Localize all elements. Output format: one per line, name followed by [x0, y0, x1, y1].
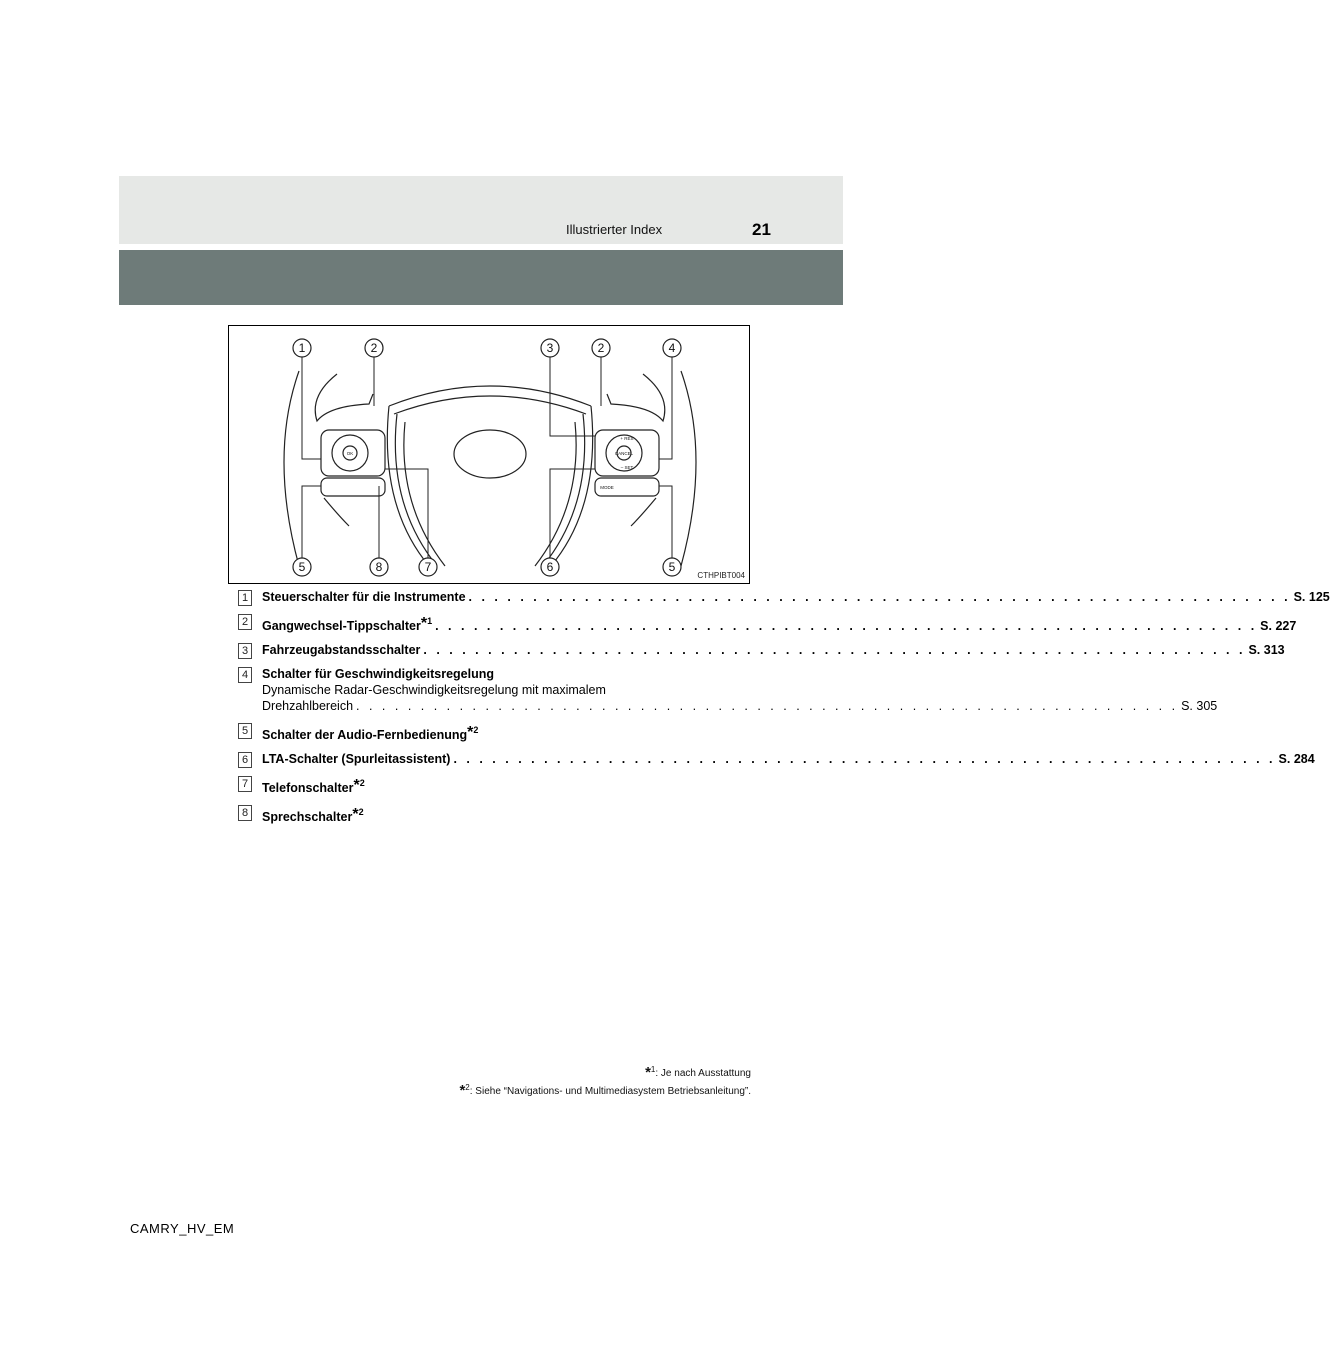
item-sublabel: Drehzahlbereich — [262, 699, 354, 713]
callout-4: 4 — [668, 341, 676, 355]
page-ref[interactable]: S. 305 — [1181, 699, 1218, 713]
page-ref[interactable]: S. 227 — [1260, 619, 1297, 633]
res-button-label: + RES — [620, 436, 634, 441]
leader-dots: . . . . . . . . . . . . . . . . . . . . . . . . . . . . . . . . . . . . . . . . . . . . . . . . . . . . . . . . . . . . . . . . — [468, 590, 1291, 604]
leader-dots: . . . . . . . . . . . . . . . . . . . . . . . . . . . . . . . . . . . . . . . . . . . . . . . . . . . . . . . . . . . . . . . . — [453, 752, 1276, 766]
footnote-1: *$^1$: Je nach Ausstattung — [645, 1064, 751, 1081]
list-item — [238, 642, 1285, 658]
item-number: 7 — [238, 776, 252, 792]
list-item — [238, 589, 1330, 605]
footnote-number: 2 — [359, 778, 365, 788]
item-number: 3 — [238, 643, 252, 659]
item-sublabel: Dynamische Radar-Geschwindigkeitsregelung mit maximalem — [262, 683, 606, 697]
mode-button-label: MODE — [600, 485, 614, 490]
page-number: 21 — [752, 220, 771, 239]
callout-2b: 2 — [597, 341, 605, 355]
item-number: 5 — [238, 723, 252, 739]
list-item — [238, 751, 1315, 767]
header-band — [119, 176, 843, 244]
callout-2: 2 — [370, 341, 378, 355]
item-number: 8 — [238, 805, 252, 821]
callout-5: 5 — [298, 560, 306, 574]
footnote-star: * — [420, 615, 428, 632]
item-label: Fahrzeugabstandsschalter — [262, 643, 421, 657]
page-ref[interactable]: S. 313 — [1248, 643, 1285, 657]
figure-code: CTHPIBT004 — [697, 571, 745, 580]
leader-dots: . . . . . . . . . . . . . . . . . . . . . . . . . . . . . . . . . . . . . . . . . . . . . . . . . . . . . . . . . . . . . . . . — [423, 643, 1246, 657]
item-label: LTA-Schalter (Spurleitassistent) — [262, 752, 451, 766]
footnote-star: * — [467, 724, 474, 741]
footnote-number: 2 — [358, 807, 364, 817]
footnotes — [459, 1063, 751, 1099]
ok-button-label: OK — [346, 451, 354, 456]
list-item — [238, 804, 728, 825]
item-number: 2 — [238, 614, 252, 630]
list-item — [238, 666, 1218, 714]
item-number: 6 — [238, 752, 252, 768]
index-list — [238, 589, 1330, 833]
section-title: Illustrierter Index — [566, 222, 663, 237]
item-label: Schalter für Geschwindigkeitsregelung — [262, 667, 495, 681]
callout-3: 3 — [546, 341, 554, 355]
item-label: Sprechschalter — [262, 810, 353, 824]
header-bar — [119, 250, 843, 305]
item-number: 4 — [238, 667, 252, 683]
item-label: Telefonschalter — [262, 781, 354, 795]
callout-7: 7 — [424, 560, 432, 574]
page-ref[interactable]: S. 125 — [1293, 590, 1330, 604]
page-ref[interactable]: S. 284 — [1278, 752, 1315, 766]
item-label: Gangwechsel-Tippschalter — [262, 619, 421, 633]
list-item — [238, 775, 728, 796]
cancel-button-label: CANCEL — [614, 451, 634, 456]
set-button-label: – SET — [620, 465, 634, 470]
manual-id: CAMRY_HV_EM — [130, 1221, 235, 1236]
callout-8: 8 — [375, 560, 383, 574]
steering-wheel-illustration — [229, 326, 751, 585]
callout-6: 6 — [546, 560, 554, 574]
list-item — [238, 722, 728, 743]
callout-5b: 5 — [668, 560, 676, 574]
footnote-star: * — [353, 777, 360, 794]
steering-wheel-figure — [228, 325, 750, 584]
footnote-number: 2 — [473, 725, 479, 735]
callout-1: 1 — [298, 341, 306, 355]
footnote-star: * — [352, 806, 359, 823]
item-label: Schalter der Audio-Fernbedienung — [262, 728, 468, 742]
list-item — [238, 613, 1297, 634]
leader-dots: . . . . . . . . . . . . . . . . . . . . . . . . . . . . . . . . . . . . . . . . . . . . . . . . . . . . . . . . . . . . . . . . — [356, 699, 1179, 713]
item-number: 1 — [238, 590, 252, 606]
item-label: Steuerschalter für die Instrumente — [262, 590, 466, 604]
footnote-number: 1 — [427, 616, 433, 626]
footnote-2: *$^2$: Siehe “Navigations- und Multimediasystem Betriebsanleitung”. — [459, 1082, 751, 1099]
leader-dots: . . . . . . . . . . . . . . . . . . . . . . . . . . . . . . . . . . . . . . . . . . . . . . . . . . . . . . . . . . . . . . . . — [435, 619, 1258, 633]
